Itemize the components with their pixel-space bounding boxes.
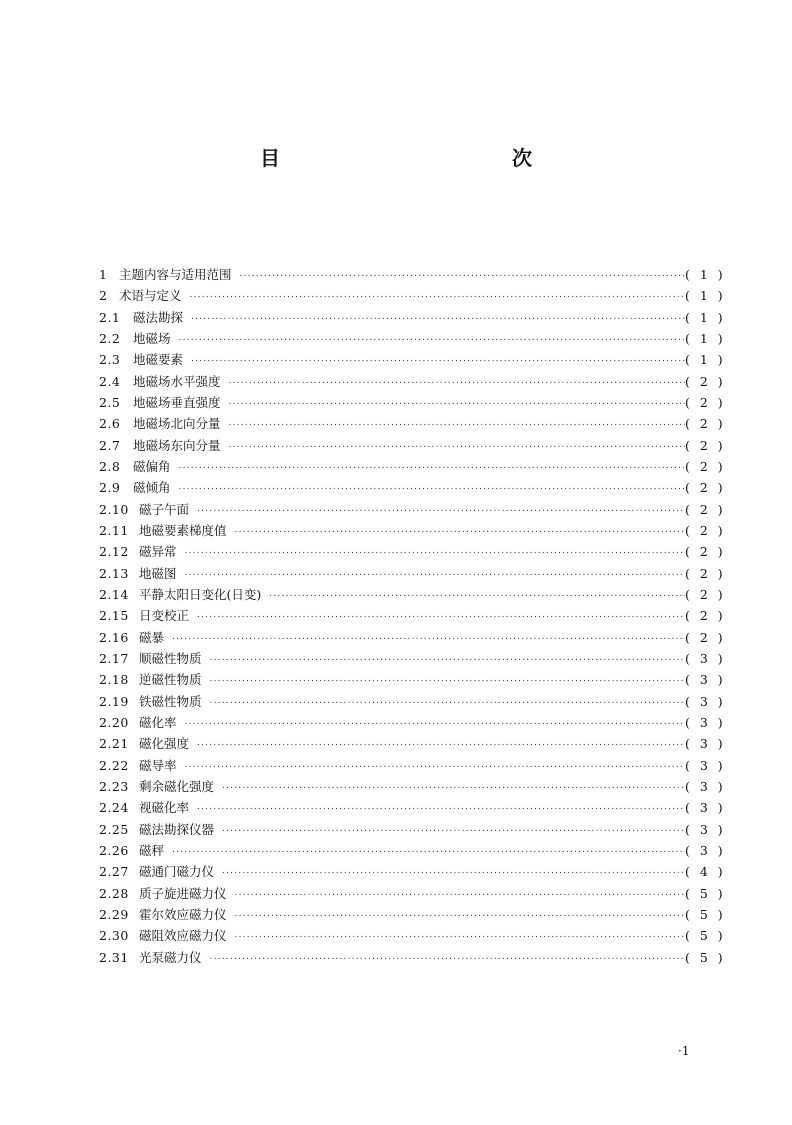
toc-entry-page: ( 2 ): [685, 544, 726, 560]
toc-entry-number: 2.22: [99, 757, 129, 773]
toc-entry-title: 顺磁性物质: [139, 650, 202, 666]
toc-dot-leader: [210, 648, 685, 669]
toc-entry-number: 2.5: [99, 394, 121, 410]
toc-entry-title: 地磁要素梯度值: [139, 522, 227, 538]
toc-dot-leader: [185, 563, 685, 584]
toc-dot-leader: [229, 392, 685, 413]
table-of-contents: [99, 264, 726, 968]
toc-entry-number: 2.21: [99, 736, 129, 752]
toc-dot-leader: [210, 947, 685, 968]
toc-entry-title: 视磁化率: [139, 800, 190, 816]
toc-entry-title: 磁偏角: [133, 458, 171, 474]
toc-entry-title: 铁磁性物质: [139, 693, 202, 709]
toc-entry-number: 2.29: [99, 906, 129, 922]
toc-dot-leader: [197, 797, 685, 818]
toc-entry-title: 磁通门磁力仪: [139, 864, 215, 880]
toc-dot-leader: [191, 307, 685, 328]
toc-dot-leader: [185, 755, 685, 776]
toc-entry-number: 2.12: [99, 544, 129, 560]
toc-entry-title: 地磁场水平强度: [133, 373, 221, 389]
toc-entry: [99, 584, 726, 605]
toc-entry-number: 2.6: [99, 416, 121, 432]
toc-entry-number: 2.10: [99, 501, 129, 517]
toc-entry: [99, 776, 726, 797]
toc-entry-title: 磁秤: [139, 842, 165, 858]
toc-entry-number: 2: [99, 288, 108, 304]
toc-dot-leader: [185, 712, 685, 733]
toc-entry: [99, 435, 726, 456]
toc-entry-title: 霍尔效应磁力仪: [139, 906, 227, 922]
toc-entry: [99, 904, 726, 925]
toc-entry-title: 磁倾角: [133, 480, 171, 496]
toc-entry-title: 术语与定义: [119, 288, 182, 304]
toc-dot-leader: [197, 605, 685, 626]
toc-entry-title: 磁法勘探: [133, 309, 184, 325]
toc-entry-number: 2.28: [99, 885, 129, 901]
toc-entry-number: 2.31: [99, 949, 129, 965]
toc-dot-leader: [222, 776, 685, 797]
toc-entry-page: ( 2 ): [685, 608, 726, 624]
toc-entry: [99, 499, 726, 520]
toc-entry-title: 磁阻效应磁力仪: [139, 928, 227, 944]
toc-entry-title: 磁化率: [139, 714, 177, 730]
toc-entry-page: ( 1 ): [685, 288, 726, 304]
toc-entry: [99, 285, 726, 306]
toc-entry: [99, 541, 726, 562]
toc-entry-page: ( 1 ): [685, 352, 726, 368]
toc-entry-number: 2.19: [99, 693, 129, 709]
toc-entry: [99, 371, 726, 392]
toc-entry-number: 2.1: [99, 309, 121, 325]
toc-entry-page: ( 3 ): [685, 736, 726, 752]
toc-entry-page: ( 3 ): [685, 757, 726, 773]
toc-entry-number: 2.11: [99, 522, 129, 538]
toc-entry-page: ( 5 ): [685, 885, 726, 901]
toc-entry-page: ( 2 ): [685, 522, 726, 538]
toc-entry: [99, 648, 726, 669]
toc-entry-page: ( 3 ): [685, 714, 726, 730]
toc-entry-number: 2.27: [99, 864, 129, 880]
toc-entry-title: 质子旋进磁力仪: [139, 885, 227, 901]
toc-entry-number: 2.18: [99, 672, 129, 688]
toc-entry-number: 2.16: [99, 629, 129, 645]
toc-entry-page: ( 3 ): [685, 650, 726, 666]
toc-entry-number: 2.24: [99, 800, 129, 816]
toc-entry-page: ( 3 ): [685, 842, 726, 858]
toc-entry: [99, 712, 726, 733]
toc-dot-leader: [191, 349, 685, 370]
toc-entry-title: 磁法勘探仪器: [139, 821, 215, 837]
toc-entry-number: 2.8: [99, 458, 121, 474]
toc-dot-leader: [235, 883, 685, 904]
toc-entry: [99, 819, 726, 840]
toc-dot-leader: [229, 413, 685, 434]
toc-dot-leader: [197, 499, 685, 520]
toc-dot-leader: [240, 264, 685, 285]
toc-entry: [99, 883, 726, 904]
toc-entry-title: 磁导率: [139, 757, 177, 773]
toc-dot-leader: [185, 541, 685, 562]
toc-entry: [99, 328, 726, 349]
toc-entry: [99, 307, 726, 328]
toc-dot-leader: [229, 435, 685, 456]
toc-entry: [99, 264, 726, 285]
toc-entry-title: 地磁图: [139, 565, 177, 581]
toc-dot-leader: [197, 733, 685, 754]
toc-entry-number: 2.17: [99, 650, 129, 666]
toc-entry-title: 剩余磁化强度: [139, 778, 215, 794]
toc-entry: [99, 477, 726, 498]
toc-entry-number: 2.7: [99, 437, 121, 453]
toc-entry-page: ( 3 ): [685, 821, 726, 837]
toc-entry-number: 2.13: [99, 565, 129, 581]
toc-entry: [99, 413, 726, 434]
toc-entry-number: 2.20: [99, 714, 129, 730]
toc-entry-page: ( 2 ): [685, 565, 726, 581]
toc-dot-leader: [179, 456, 685, 477]
toc-entry-title: 地磁场: [133, 330, 171, 346]
toc-entry-page: ( 3 ): [685, 778, 726, 794]
toc-entry-title: 磁化强度: [139, 736, 190, 752]
toc-entry-page: ( 3 ): [685, 672, 726, 688]
toc-entry-title: 磁子午面: [139, 501, 190, 517]
toc-entry: [99, 605, 726, 626]
toc-entry-number: 2.30: [99, 928, 129, 944]
toc-entry-number: 2.15: [99, 608, 129, 624]
toc-entry-title: 日变校正: [139, 608, 190, 624]
toc-entry-number: 2.23: [99, 778, 129, 794]
toc-entry: [99, 733, 726, 754]
toc-dot-leader: [172, 840, 685, 861]
toc-dot-leader: [210, 669, 685, 690]
toc-entry-title: 磁暴: [139, 629, 165, 645]
toc-entry-page: ( 5 ): [685, 928, 726, 944]
toc-dot-leader: [172, 627, 685, 648]
toc-dot-leader: [210, 691, 685, 712]
toc-entry-title: 地磁场垂直强度: [133, 394, 221, 410]
toc-entry-number: 2.4: [99, 373, 121, 389]
toc-dot-leader: [235, 520, 685, 541]
toc-entry: [99, 563, 726, 584]
toc-dot-leader: [222, 819, 685, 840]
toc-entry: [99, 797, 726, 818]
toc-entry-page: ( 2 ): [685, 480, 726, 496]
page-number: ·1: [678, 1044, 690, 1058]
toc-entry-number: 2.9: [99, 480, 121, 496]
toc-entry-title: 平静太阳日变化(日变): [139, 586, 262, 602]
toc-entry-page: ( 2 ): [685, 437, 726, 453]
toc-entry: [99, 861, 726, 882]
toc-entry: [99, 627, 726, 648]
toc-entry-title: 主题内容与适用范围: [119, 267, 232, 282]
toc-entry-title: 地磁场北向分量: [133, 416, 221, 432]
toc-entry-page: ( 5 ): [685, 949, 726, 965]
toc-entry-page: ( 5 ): [685, 906, 726, 922]
toc-entry: [99, 456, 726, 477]
toc-entry: [99, 947, 726, 968]
toc-entry-title: 逆磁性物质: [139, 672, 202, 688]
toc-dot-leader: [222, 861, 685, 882]
toc-entry-page: ( 2 ): [685, 629, 726, 645]
toc-entry: [99, 925, 726, 946]
toc-entry-page: ( 2 ): [685, 373, 726, 389]
toc-entry-page: ( 2 ): [685, 586, 726, 602]
toc-entry-page: ( 1 ): [685, 330, 726, 346]
toc-entry-page: ( 1 ): [685, 309, 726, 325]
toc-entry-page: ( 3 ): [685, 693, 726, 709]
toc-entry-title: 地磁场东向分量: [133, 437, 221, 453]
toc-entry-page: ( 3 ): [685, 800, 726, 816]
toc-dot-leader: [179, 477, 685, 498]
toc-entry-page: ( 2 ): [685, 458, 726, 474]
toc-entry-page: ( 2 ): [685, 416, 726, 432]
toc-dot-leader: [229, 371, 685, 392]
toc-entry: [99, 669, 726, 690]
page-title: 目 次: [260, 146, 596, 170]
toc-entry-number: 1: [99, 267, 108, 282]
toc-dot-leader: [190, 285, 685, 306]
toc-dot-leader: [235, 925, 685, 946]
toc-entry-number: 2.25: [99, 821, 129, 837]
toc-dot-leader: [269, 584, 685, 605]
toc-entry-page: ( 4 ): [685, 864, 726, 880]
toc-entry-title: 光泵磁力仪: [139, 949, 202, 965]
toc-entry-number: 2.2: [99, 330, 121, 346]
toc-entry-page: ( 1 ): [685, 267, 726, 282]
toc-dot-leader: [179, 328, 685, 349]
toc-entry: [99, 755, 726, 776]
toc-entry-number: 2.26: [99, 842, 129, 858]
toc-entry-title: 地磁要素: [133, 352, 184, 368]
toc-entry: [99, 392, 726, 413]
toc-entry-page: ( 2 ): [685, 394, 726, 410]
toc-entry: [99, 840, 726, 861]
toc-dot-leader: [235, 904, 685, 925]
toc-entry-title: 磁异常: [139, 544, 177, 560]
toc-entry-page: ( 2 ): [685, 501, 726, 517]
toc-entry: [99, 691, 726, 712]
toc-entry: [99, 520, 726, 541]
toc-entry-number: 2.14: [99, 586, 129, 602]
toc-entry: [99, 349, 726, 370]
toc-entry-number: 2.3: [99, 352, 121, 368]
